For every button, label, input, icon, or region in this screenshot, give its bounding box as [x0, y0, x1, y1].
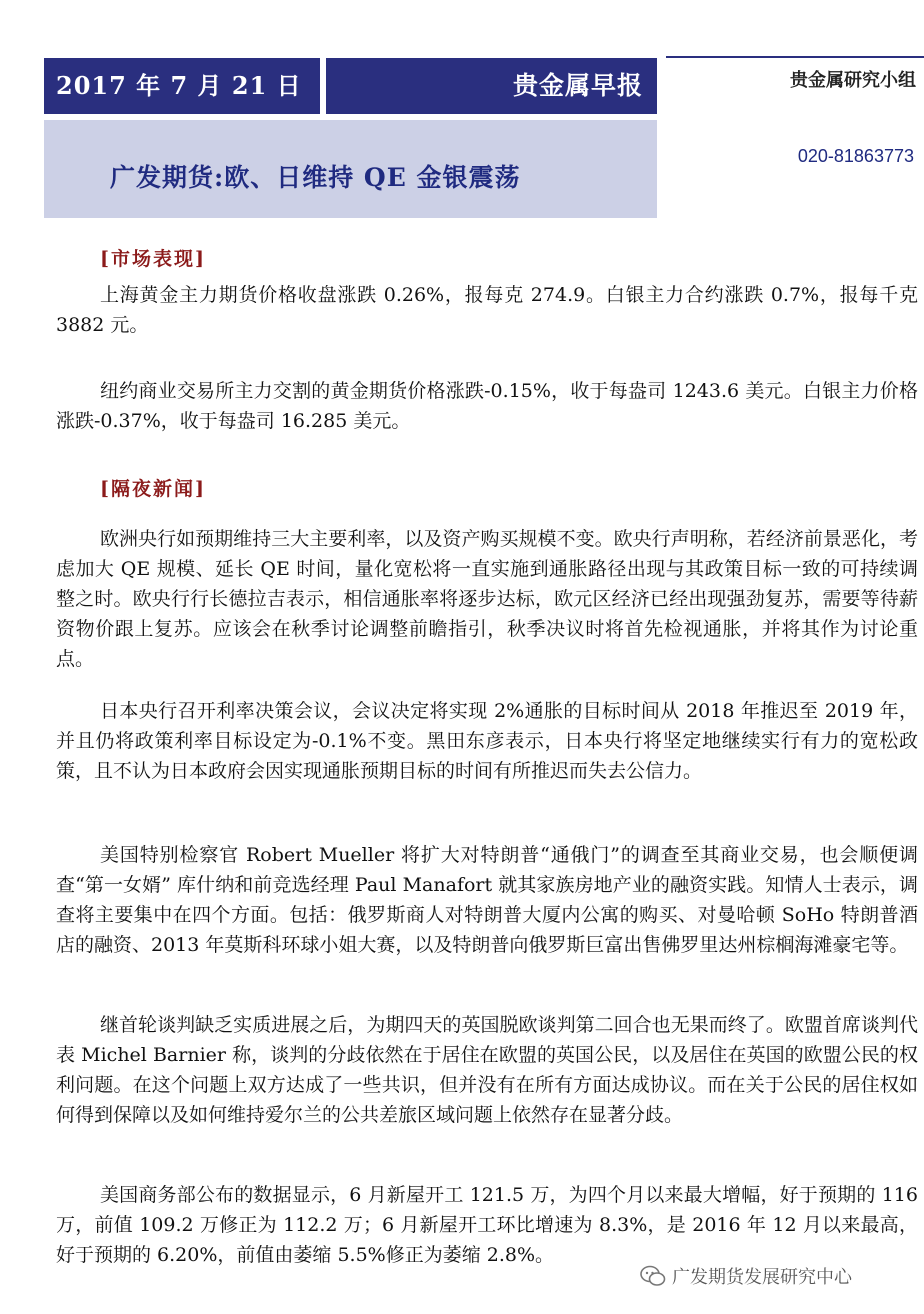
watermark: [640, 1262, 852, 1290]
title-band: [44, 120, 657, 218]
section-heading-news: [隔夜新闻]: [100, 478, 206, 500]
team-name: 贵金属研究小组: [790, 70, 916, 91]
news-paragraph: 欧洲央行如预期维持三大主要利率，以及资产购买规模不变。欧央行声明称，若经济前景恶化，考虑加大 QE 规模、延长 QE 时间，量化宽松将一直实施到通胀路径出现与其政策目标一致的可持续调整之时。欧央行行长德拉吉表示，相信通胀率将逐步达标，欧元区经济已经出现强劲复苏，需要等待薪资物价跟上复苏。应该会在秋季讨论调整前瞻指引，秋季决议时将首先检视通胀，并将其作为讨论重点。: [56, 528, 918, 670]
watermark-text: 广发期货发展研究中心: [672, 1267, 852, 1287]
news-paragraph: 继首轮谈判缺乏实质进展之后，为期四天的英国脱欧谈判第二回合也无果而终了。欧盟首席谈判代表 Michel Barnier 称，谈判的分歧依然在于居住在欧盟的英国公民，以及居住在英国的欧盟公民的权利问题。在这个问题上双方达成了一些共识，但并没有在所有方面达成协议。而在关于公民的居住权如何得到保障以及如何维持爱尔兰的公共差旅区域问题上依然存在显著分歧。: [56, 1014, 918, 1126]
team-block: [666, 56, 924, 118]
header-divider: [320, 58, 326, 114]
report-date: 2017 年 7 月 21 日: [56, 71, 302, 100]
news-paragraph: 日本央行召开利率决策会议，会议决定将实现 2%通胀的目标时间从 2018 年推迟至 2019 年，并且仍将政策利率目标设定为-0.1%不变。黑田东彦表示，日本央行将坚定地继续实行有力的宽松政策，且不认为日本政府会因实现通胀预期目标的时间有所推迟而失去公信力。: [56, 700, 918, 782]
market-paragraph: 纽约商业交易所主力交割的黄金期货价格涨跌-0.15%，收于每盎司 1243.6 美元。白银主力价格涨跌-0.37%，收于每盎司 16.285 美元。: [56, 380, 918, 432]
section-heading-market: [市场表现]: [100, 248, 206, 270]
market-paragraph: 上海黄金主力期货价格收盘涨跌 0.26%，报每克 274.9。白银主力合约涨跌 0.7%，报每千克 3882 元。: [56, 284, 918, 336]
report-type: 贵金属早报: [512, 71, 643, 100]
contact-phone: 020-81863773: [797, 146, 914, 166]
wechat-icon: [640, 1265, 666, 1287]
news-paragraph: 美国商务部公布的数据显示，6 月新屋开工 121.5 万，为四个月以来最大增幅，好于预期的 116 万，前值 109.2 万修正为 112.2 万；6 月新屋开工环比增速为 8.3%，是 2016 年 12 月以来最高，好于预期的 6.20%，前值由萎缩 5.5%修正为萎缩 2.8%。: [56, 1184, 918, 1266]
page-title: 广发期货:欧、日维持 QE 金银震荡: [110, 163, 521, 192]
news-paragraph: 美国特别检察官 Robert Mueller 将扩大对特朗普“通俄门”的调查至其商业交易，也会顺便调查“第一女婿” 库什纳和前竞选经理 Paul Manafort 就其家族房地产业的融资实践。知情人士表示，调查将主要集中在四个方面。包括：俄罗斯商人对特朗普大厦内公寓的购买、对曼哈顿 SoHo 特朗普酒店的融资、2013 年莫斯科环球小姐大赛，以及特朗普向俄罗斯巨富出售佛罗里达州棕榈海滩豪宅等。: [56, 844, 918, 956]
header-band: [44, 58, 657, 114]
